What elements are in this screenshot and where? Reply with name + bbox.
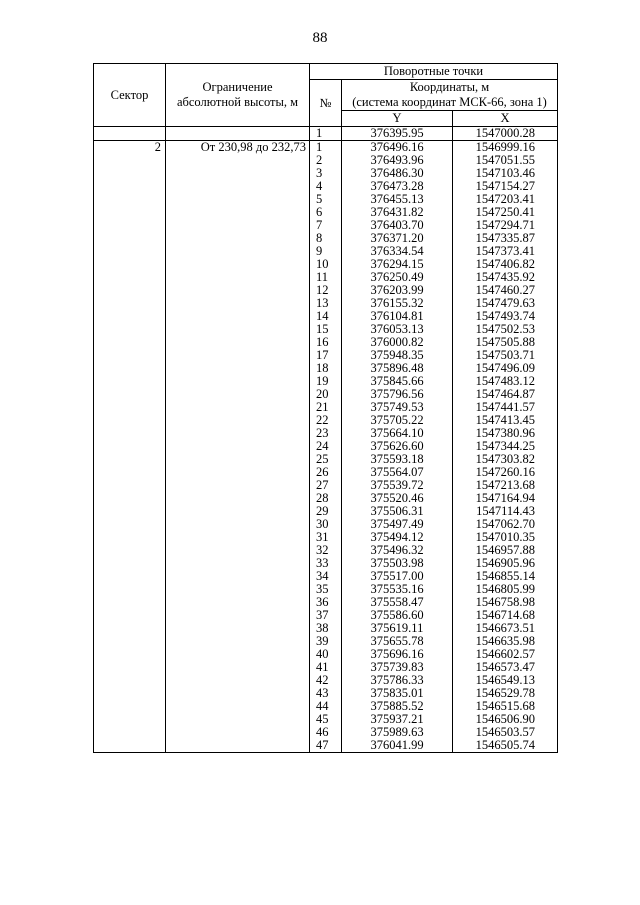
coord-x: 1547505.88 (453, 336, 558, 349)
coord-x: 1547203.41 (453, 193, 558, 206)
coord-y: 375535.16 (342, 583, 453, 596)
coord-x: 1546673.51 (453, 622, 558, 635)
point-number: 14 (310, 310, 342, 323)
point-number: 8 (310, 232, 342, 245)
coord-x: 1546506.90 (453, 713, 558, 726)
coord-x: 1546855.14 (453, 570, 558, 583)
point-number: 9 (310, 245, 342, 258)
point-number: 35 (310, 583, 342, 596)
coord-y: 375558.47 (342, 596, 453, 609)
coord-x: 1547406.82 (453, 258, 558, 271)
num-header: № (310, 80, 342, 127)
x-header: X (453, 111, 558, 127)
coord-x: 1547103.46 (453, 167, 558, 180)
point-number: 27 (310, 479, 342, 492)
limit-header: Ограничение абсолютной высоты, м (166, 64, 310, 127)
sector-number: 2 (94, 141, 166, 753)
point-number: 19 (310, 375, 342, 388)
coord-y: 375896.48 (342, 362, 453, 375)
point-number: 33 (310, 557, 342, 570)
coord-x: 1546505.74 (453, 739, 558, 753)
coord-y: 375497.49 (342, 518, 453, 531)
empty-cell (166, 127, 310, 141)
point-number: 38 (310, 622, 342, 635)
point-number: 37 (310, 609, 342, 622)
coord-x: 1547479.63 (453, 297, 558, 310)
coord-y: 375885.52 (342, 700, 453, 713)
table-body (94, 127, 558, 753)
y-header: Y (342, 111, 453, 127)
point-number: 42 (310, 674, 342, 687)
point-number: 47 (310, 739, 342, 753)
point-number: 2 (310, 154, 342, 167)
point-number: 45 (310, 713, 342, 726)
coordinate-system: (система координат МСК-66, зона 1) (352, 95, 547, 109)
coord-x: 1547344.25 (453, 440, 558, 453)
coord-y: 376431.82 (342, 206, 453, 219)
coord-x: 1547051.55 (453, 154, 558, 167)
coord-y: 375749.53 (342, 401, 453, 414)
coordinates-table (93, 63, 558, 753)
point-number: 7 (310, 219, 342, 232)
coord-y: 376155.32 (342, 297, 453, 310)
coord-y: 375626.60 (342, 440, 453, 453)
coord-x: 1547496.09 (453, 362, 558, 375)
coord-y: 376395.95 (342, 127, 453, 141)
coord-x: 1547460.27 (453, 284, 558, 297)
point-number: 41 (310, 661, 342, 674)
coord-y: 375705.22 (342, 414, 453, 427)
coord-y: 375503.98 (342, 557, 453, 570)
point-number: 16 (310, 336, 342, 349)
coord-x: 1546758.98 (453, 596, 558, 609)
coord-y: 376493.96 (342, 154, 453, 167)
coord-y: 375517.00 (342, 570, 453, 583)
coord-y: 375586.60 (342, 609, 453, 622)
coord-x: 1546905.96 (453, 557, 558, 570)
coord-x: 1547464.87 (453, 388, 558, 401)
coord-y: 376403.70 (342, 219, 453, 232)
coord-x: 1547164.94 (453, 492, 558, 505)
coord-x: 1547114.43 (453, 505, 558, 518)
point-number: 17 (310, 349, 342, 362)
coord-x: 1546602.57 (453, 648, 558, 661)
point-number: 44 (310, 700, 342, 713)
point-number: 31 (310, 531, 342, 544)
coord-y: 376486.30 (342, 167, 453, 180)
coord-x: 1547303.82 (453, 453, 558, 466)
point-number: 3 (310, 167, 342, 180)
point-number: 30 (310, 518, 342, 531)
coord-x: 1547000.28 (453, 127, 558, 141)
coord-y: 375593.18 (342, 453, 453, 466)
coord-y: 375948.35 (342, 349, 453, 362)
coord-x: 1547260.16 (453, 466, 558, 479)
coord-y: 375786.33 (342, 674, 453, 687)
coord-y: 375989.63 (342, 726, 453, 739)
point-number: 13 (310, 297, 342, 310)
coord-y: 375835.01 (342, 687, 453, 700)
coord-y: 375506.31 (342, 505, 453, 518)
point-number: 40 (310, 648, 342, 661)
point-number: 43 (310, 687, 342, 700)
coord-y: 375539.72 (342, 479, 453, 492)
coord-x: 1547483.12 (453, 375, 558, 388)
coord-x: 1546635.98 (453, 635, 558, 648)
coord-y: 376203.99 (342, 284, 453, 297)
coord-x: 1547010.35 (453, 531, 558, 544)
point-number: 1 (310, 141, 342, 155)
point-number: 5 (310, 193, 342, 206)
point-number: 1 (310, 127, 342, 141)
coord-x: 1547380.96 (453, 427, 558, 440)
point-number: 25 (310, 453, 342, 466)
turning-points-header: Поворотные точки (310, 64, 558, 80)
coord-y: 376000.82 (342, 336, 453, 349)
coord-y: 376371.20 (342, 232, 453, 245)
coord-y: 375655.78 (342, 635, 453, 648)
coord-x: 1546714.68 (453, 609, 558, 622)
height-limit: От 230,98 до 232,73 (166, 141, 310, 753)
point-number: 15 (310, 323, 342, 336)
point-number: 6 (310, 206, 342, 219)
coord-y: 376473.28 (342, 180, 453, 193)
coord-y: 375494.12 (342, 531, 453, 544)
coord-x: 1547503.71 (453, 349, 558, 362)
coord-x: 1547493.74 (453, 310, 558, 323)
coord-y: 375845.66 (342, 375, 453, 388)
point-number: 39 (310, 635, 342, 648)
empty-cell (94, 127, 166, 141)
coord-x: 1547213.68 (453, 479, 558, 492)
coord-y: 376455.13 (342, 193, 453, 206)
coord-y: 376250.49 (342, 271, 453, 284)
coord-x: 1547062.70 (453, 518, 558, 531)
point-number: 20 (310, 388, 342, 401)
point-number: 32 (310, 544, 342, 557)
coord-x: 1546805.99 (453, 583, 558, 596)
point-number: 29 (310, 505, 342, 518)
coord-x: 1546999.16 (453, 141, 558, 155)
point-number: 18 (310, 362, 342, 375)
point-number: 46 (310, 726, 342, 739)
page-number: 88 (312, 30, 328, 46)
sector-header: Сектор (94, 64, 166, 127)
point-number: 11 (310, 271, 342, 284)
coord-x: 1547294.71 (453, 219, 558, 232)
coord-x: 1547413.45 (453, 414, 558, 427)
point-number: 4 (310, 180, 342, 193)
point-number: 10 (310, 258, 342, 271)
coord-x: 1546515.68 (453, 700, 558, 713)
coord-x: 1547435.92 (453, 271, 558, 284)
coord-y: 376053.13 (342, 323, 453, 336)
coordinates-header (342, 80, 558, 111)
coord-y: 375796.56 (342, 388, 453, 401)
point-number: 12 (310, 284, 342, 297)
point-number: 28 (310, 492, 342, 505)
coord-x: 1546957.88 (453, 544, 558, 557)
coord-x: 1546529.78 (453, 687, 558, 700)
coord-y: 376104.81 (342, 310, 453, 323)
coord-y: 375937.21 (342, 713, 453, 726)
coord-y: 375564.07 (342, 466, 453, 479)
coord-x: 1546549.13 (453, 674, 558, 687)
coord-y: 375739.83 (342, 661, 453, 674)
coordinates-title: Координаты, м (409, 80, 490, 94)
point-number: 34 (310, 570, 342, 583)
coord-x: 1547502.53 (453, 323, 558, 336)
table-row (94, 141, 558, 155)
point-number: 26 (310, 466, 342, 479)
coord-x: 1547373.41 (453, 245, 558, 258)
coord-x: 1547250.41 (453, 206, 558, 219)
coord-y: 376294.15 (342, 258, 453, 271)
point-number: 36 (310, 596, 342, 609)
coord-y: 376041.99 (342, 739, 453, 753)
coord-y: 376496.16 (342, 141, 453, 155)
coord-y: 376334.54 (342, 245, 453, 258)
coord-x: 1546573.47 (453, 661, 558, 674)
coord-y: 375664.10 (342, 427, 453, 440)
coord-x: 1546503.57 (453, 726, 558, 739)
coord-x: 1547441.57 (453, 401, 558, 414)
coord-y: 375496.32 (342, 544, 453, 557)
coord-y: 375619.11 (342, 622, 453, 635)
point-number: 21 (310, 401, 342, 414)
point-number: 24 (310, 440, 342, 453)
coord-y: 375696.16 (342, 648, 453, 661)
point-number: 23 (310, 427, 342, 440)
coord-y: 375520.46 (342, 492, 453, 505)
coord-x: 1547154.27 (453, 180, 558, 193)
previous-sector-row (94, 127, 558, 141)
point-number: 22 (310, 414, 342, 427)
coord-x: 1547335.87 (453, 232, 558, 245)
